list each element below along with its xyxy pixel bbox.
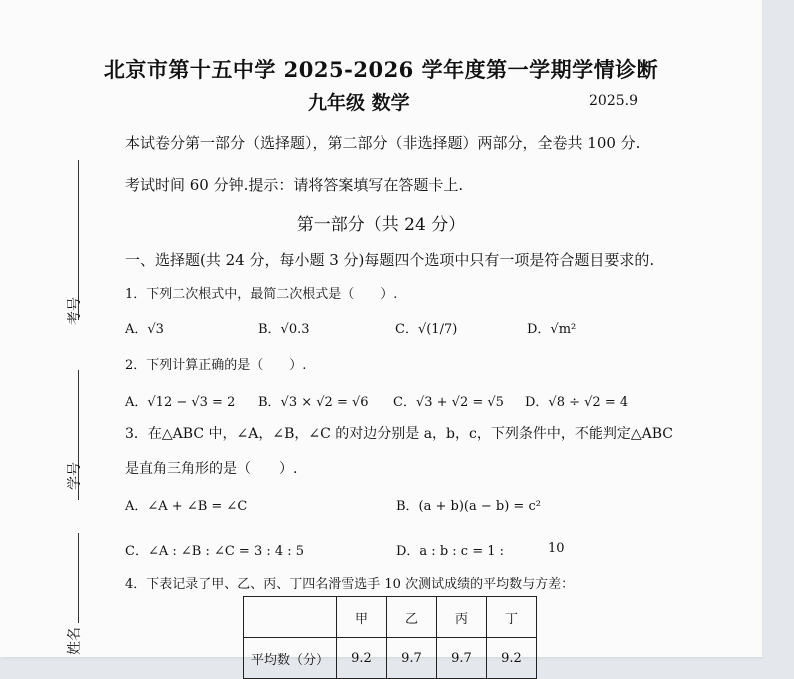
table-header-cell: 乙 xyxy=(387,597,437,638)
question-3-stem-line-1: 3．在△ABC 中，∠A，∠B，∠C 的对边分别是 a，b，c，下列条件中，不能判定△ABC xyxy=(125,426,673,442)
question-3-option-d-tail: 10 xyxy=(548,541,565,556)
exam-subtitle: 九年级 数学 xyxy=(308,92,410,114)
question-1-option-b: B．√0.3 xyxy=(258,322,310,337)
binding-line xyxy=(78,533,79,623)
exam-title: 北京市第十五中学 2025-2026 学年度第一学期学情诊断 xyxy=(103,57,659,82)
question-2-option-b: B．√3 × √2 = √6 xyxy=(258,395,369,410)
part-1-title: 第一部分（共 24 分） xyxy=(296,215,466,235)
viewer-scroll-area[interactable] xyxy=(762,0,794,657)
table-row xyxy=(244,638,537,679)
intro-line-1: 本试卷分第一部分（选择题），第二部分（非选择题）两部分，全卷共 100 分. xyxy=(125,134,641,152)
binding-line xyxy=(78,160,79,320)
table-cell: 9.2 xyxy=(487,638,537,679)
question-3-option-b: B．(a + b)(a − b) = c² xyxy=(396,499,541,514)
question-2-option-d: D．√8 ÷ √2 = 4 xyxy=(525,395,629,410)
question-3-option-d: D．a : b : c = 1 : xyxy=(396,544,505,559)
question-1-option-d: D．√m² xyxy=(527,322,577,337)
table-header-row xyxy=(244,597,537,638)
question-2-option-a: A．√12 − √3 = 2 xyxy=(125,395,236,410)
question-2-option-c: C．√3 + √2 = √5 xyxy=(393,395,504,410)
question-3-option-c: C．∠A : ∠B : ∠C = 3 : 4 : 5 xyxy=(125,544,305,559)
section-1-header: 一、选择题(共 24 分，每小题 3 分)每题四个选项中只有一项是符合题目要求的. xyxy=(125,251,655,269)
question-1-option-a: A．√3 xyxy=(125,322,164,337)
exam-number-label: 考号 xyxy=(67,297,83,325)
exam-date: 2025.9 xyxy=(589,93,638,109)
table-corner-cell xyxy=(244,597,337,638)
intro-line-2: 考试时间 60 分钟.提示：请将答案填写在答题卡上. xyxy=(125,176,464,194)
table-row-label: 平均数（分） xyxy=(244,638,337,679)
name-label: 姓名 xyxy=(67,627,83,655)
question-2-stem: 2．下列计算正确的是（ ）. xyxy=(125,358,307,373)
table-header-cell: 甲 xyxy=(337,597,387,638)
question-3-stem-line-2: 是直角三角形的是（ ）. xyxy=(125,461,298,477)
table-header-cell: 丁 xyxy=(487,597,537,638)
table-cell: 9.7 xyxy=(437,638,487,679)
question-3-option-a: A．∠A + ∠B = ∠C xyxy=(125,499,248,514)
table-cell: 9.2 xyxy=(337,638,387,679)
score-table xyxy=(243,596,537,679)
question-1-stem: 1．下列二次根式中，最简二次根式是（ ）. xyxy=(125,287,398,302)
question-4-stem: 4．下表记录了甲、乙、丙、丁四名滑雪选手 10 次测试成绩的平均数与方差： xyxy=(125,577,575,592)
table-cell: 9.7 xyxy=(387,638,437,679)
student-number-label: 学号 xyxy=(67,462,83,490)
question-1-option-c: C．√(1/7) xyxy=(395,322,458,337)
table-header-cell: 丙 xyxy=(437,597,487,638)
